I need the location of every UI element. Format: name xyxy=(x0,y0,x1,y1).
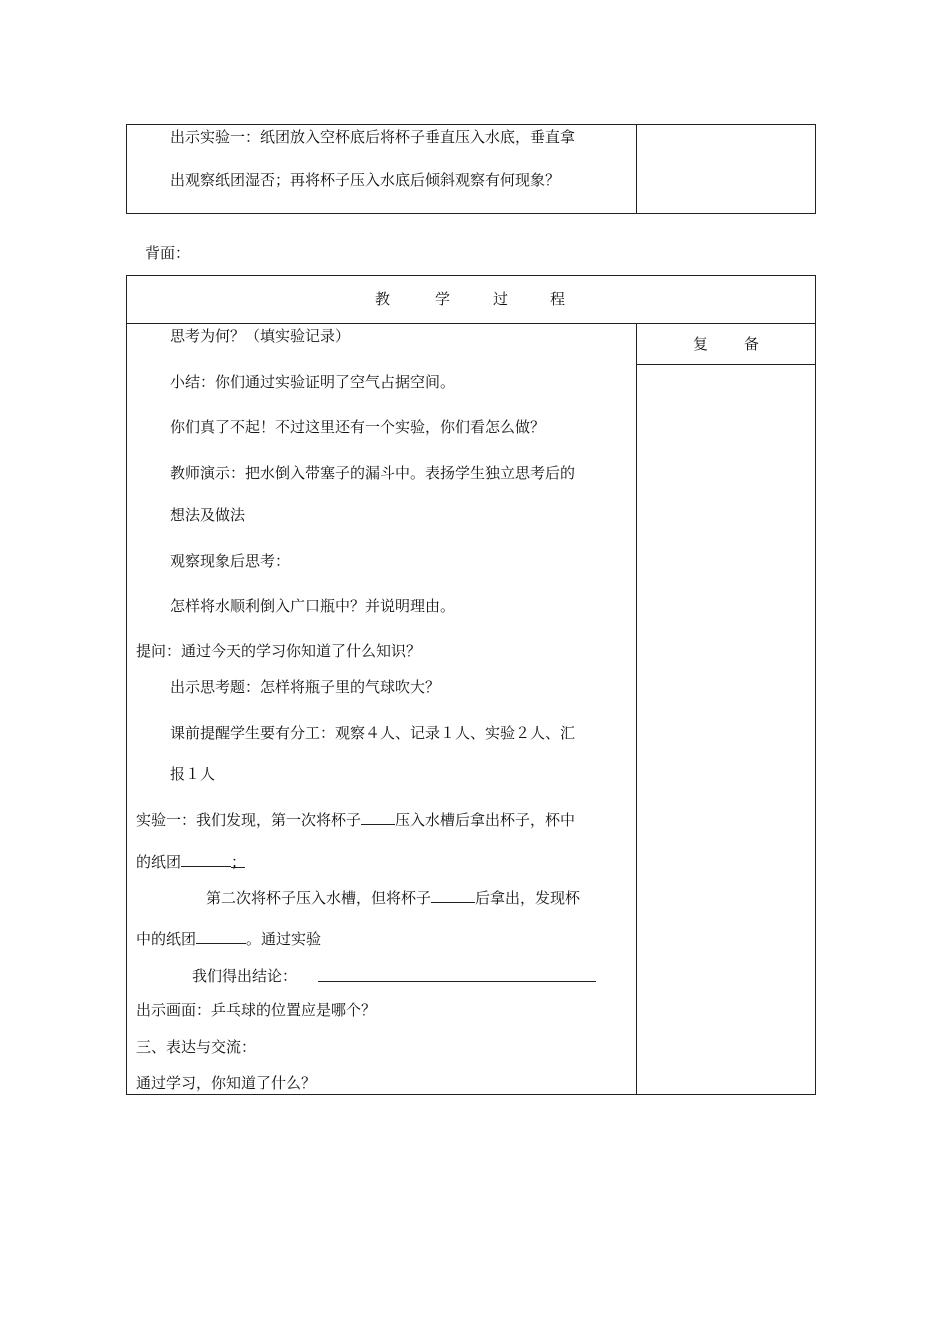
line-question: 提问：通过今天的学习你知道了什么知识？ xyxy=(136,642,422,660)
header-char-3: 过 xyxy=(493,290,509,308)
paper-ball-text-a: 的纸团 xyxy=(136,853,182,871)
top-table-line-2: 出观察纸团湿否；再将杯子压入水底后倾斜观察有何现象？ xyxy=(170,171,561,189)
line-division-of-work: 课前提醒学生要有分工：观察４人、记录１人、实验２人、汇 xyxy=(170,724,576,742)
blank-1[interactable] xyxy=(361,810,395,825)
line-conclusion xyxy=(192,967,297,985)
line-think-topic: 出示思考题：怎样将瓶子里的气球吹大？ xyxy=(170,678,441,696)
header-char-2: 学 xyxy=(435,290,451,308)
back-label: 背面： xyxy=(145,244,191,262)
blank-4[interactable] xyxy=(196,929,246,944)
line-observe-think: 观察现象后思考： xyxy=(170,552,291,570)
header-char-4: 程 xyxy=(550,290,566,308)
semicolon-blank: ； xyxy=(231,853,247,871)
top-table-divider xyxy=(636,124,637,214)
second-time-text-b: 后拿出，发现杯 xyxy=(475,889,581,907)
conclusion-blank[interactable] xyxy=(318,981,596,982)
line-experiment-one xyxy=(136,810,575,829)
line-what-learned: 通过学习，你知道了什么？ xyxy=(136,1074,317,1092)
experiment-one-text-a: 实验一：我们发现，第一次将杯子 xyxy=(136,811,362,829)
line-paper-ball xyxy=(136,852,245,871)
conclusion-label: 我们得出结论： xyxy=(192,967,298,985)
second-time-text-a: 第二次将杯子压入水槽，但将杯子 xyxy=(206,889,432,907)
experiment-one-text-b: 压入水槽后拿出杯子，杯中 xyxy=(395,811,576,829)
blank-2[interactable] xyxy=(181,852,231,867)
line-second-time xyxy=(206,888,580,907)
line-ideas: 想法及做法 xyxy=(170,506,246,524)
blank-3[interactable] xyxy=(431,888,475,903)
line-think-why: 思考为何？（填实验记录） xyxy=(170,327,351,345)
main-table-header-divider xyxy=(126,323,816,324)
line-teacher-demo: 教师演示：把水倒入带塞子的漏斗中。表扬学生独立思考后的 xyxy=(170,464,576,482)
main-table-header xyxy=(126,290,816,310)
line-pour-water: 怎样将水顺利倒入广口瓶中？并说明理由。 xyxy=(170,597,456,615)
line-summary: 小结：你们通过实验证明了空气占据空间。 xyxy=(170,373,456,391)
line-paper-ball-2 xyxy=(136,929,321,948)
line-report: 报１人 xyxy=(170,765,216,783)
side-header-divider xyxy=(636,364,816,365)
side-header-char-1: 复 xyxy=(693,335,709,353)
paper-ball-2-text-a: 中的纸团 xyxy=(136,930,197,948)
top-table-line-1: 出示实验一：纸团放入空杯底后将杯子垂直压入水底，垂直拿 xyxy=(170,128,576,146)
header-char-1: 教 xyxy=(375,290,391,308)
line-praise: 你们真了不起！不过这里还有一个实验，你们看怎么做？ xyxy=(170,418,546,436)
line-show-picture: 出示画面：乒乓球的位置应是哪个？ xyxy=(136,1001,377,1019)
paper-ball-2-text-b: 。通过实验 xyxy=(246,930,322,948)
line-expression: 三、表达与交流： xyxy=(136,1038,257,1056)
main-table-column-divider xyxy=(636,323,637,1095)
side-header-char-2: 备 xyxy=(744,335,760,353)
